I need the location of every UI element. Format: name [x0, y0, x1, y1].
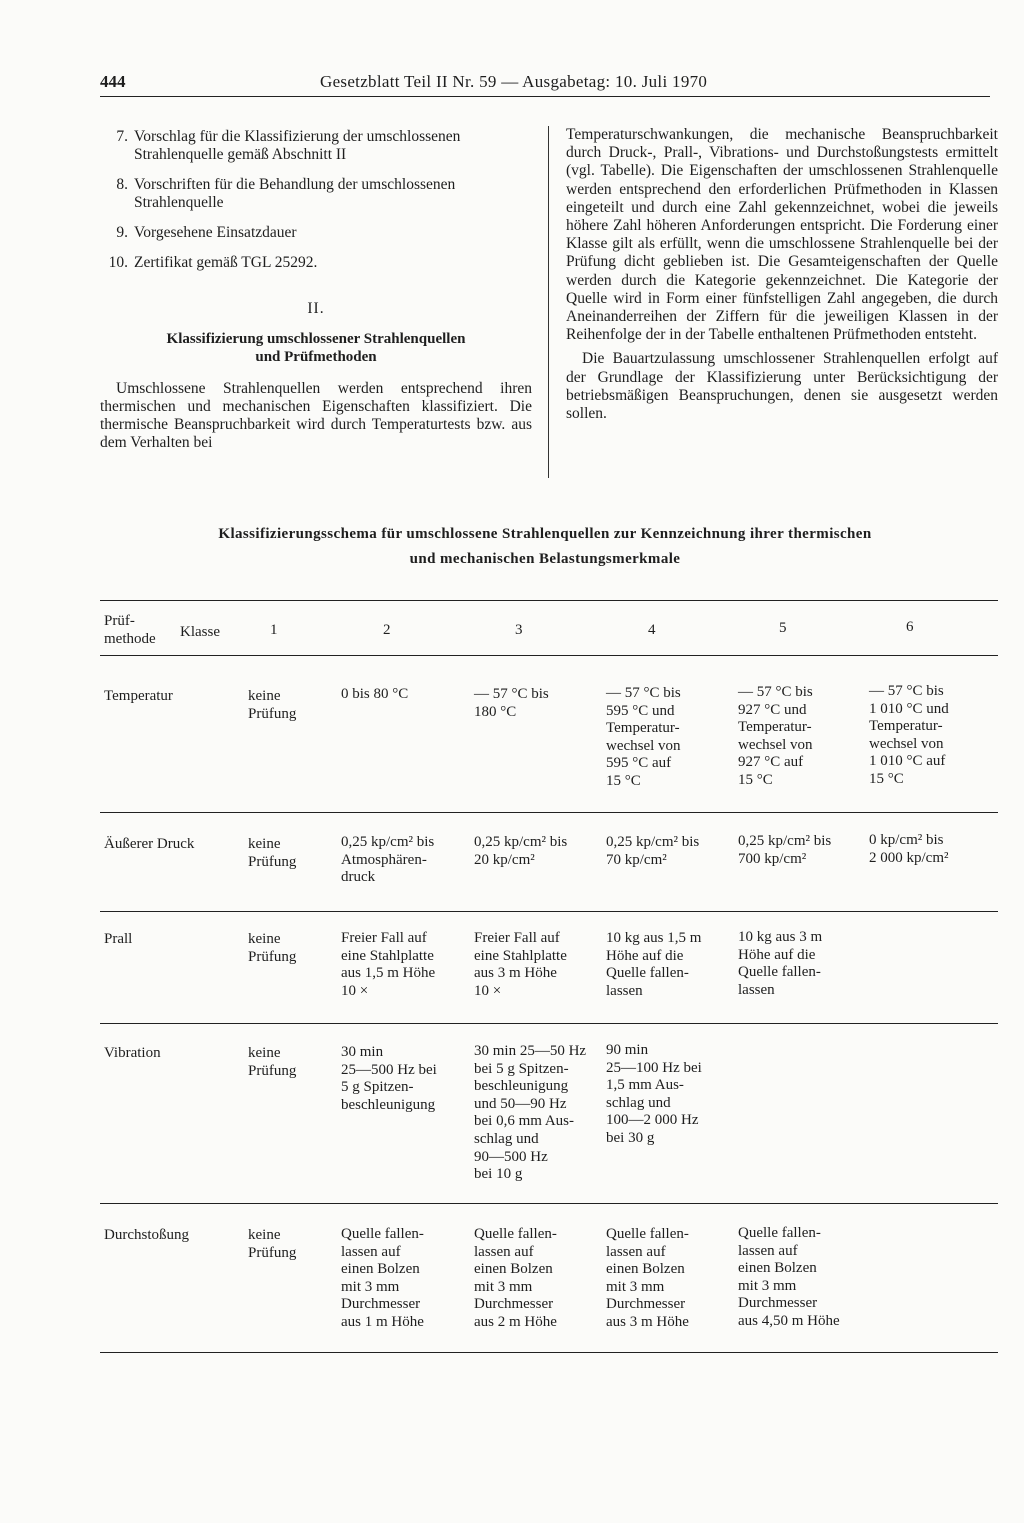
- cell-prall-5: [738, 929, 866, 999]
- cell-line: 70 kp/cm²: [606, 851, 667, 868]
- cell-druck-1: [248, 836, 338, 871]
- list-item: [100, 224, 532, 242]
- table-row-rule: [100, 1203, 998, 1204]
- section-title-line: Klassifizierung umschlossener Strahlenquellen: [166, 331, 466, 347]
- cell-line: einen Bolzen: [474, 1261, 553, 1278]
- cell-line: 90—500 Hz: [474, 1148, 548, 1165]
- cell-line: Freier Fall auf: [341, 930, 427, 946]
- cell-line: schlag und: [606, 1094, 671, 1111]
- cell-vibration-3: [474, 1043, 602, 1184]
- cell-line: keine: [248, 688, 281, 704]
- cell-line: keine: [248, 1045, 281, 1061]
- column-divider: [548, 126, 549, 478]
- cell-line: Prüfung: [248, 853, 297, 870]
- header-class: Klasse: [180, 624, 220, 640]
- header-method-line: Prüf-: [104, 613, 135, 629]
- list-text: Vorschriften für die Behandlung der umschlossenen Strahlenquelle: [134, 176, 456, 211]
- cell-line: Durchmesser: [606, 1296, 686, 1313]
- cell-line: 25—100 Hz bei: [606, 1059, 702, 1076]
- cell-temperatur-2: [341, 686, 469, 704]
- method-aeusserer-druck: Äußerer Druck: [104, 836, 195, 852]
- cell-line: 20 kp/cm²: [474, 851, 535, 868]
- cell-line: keine: [248, 1227, 281, 1243]
- list-text: Vorgesehene Einsatzdauer: [134, 224, 297, 241]
- cell-line: 595 °C und: [606, 702, 675, 719]
- cell-druck-6: [869, 832, 997, 867]
- cell-line: Prüfung: [248, 948, 297, 965]
- header-class-4: 4: [648, 622, 656, 638]
- cell-line: einen Bolzen: [341, 1261, 420, 1278]
- header-class-3: 3: [515, 622, 523, 638]
- page-header: [100, 72, 990, 102]
- table-row-rule: [100, 812, 998, 813]
- list-item: [100, 176, 532, 212]
- page-number: 444: [100, 72, 126, 91]
- method-prall: Prall: [104, 931, 133, 947]
- table-header-rule: [100, 655, 998, 656]
- cell-line: Durchmesser: [474, 1296, 554, 1313]
- cell-line: 5 g Spitzen-: [341, 1079, 414, 1096]
- section-title: [100, 330, 532, 366]
- header-method: [104, 612, 156, 648]
- cell-line: 10 ×: [474, 982, 502, 999]
- cell-line: Quelle fallen-: [341, 1226, 424, 1242]
- cell-line: 10 kg aus 3 m: [738, 929, 823, 945]
- cell-vibration-1: [248, 1045, 338, 1080]
- cell-line: Durchmesser: [341, 1296, 421, 1313]
- cell-line: lassen auf: [341, 1243, 401, 1260]
- cell-durchstossung-4: [606, 1226, 734, 1332]
- header-rule: [100, 96, 990, 97]
- table-title-line: Klassifizierungsschema für umschlossene Strahlenquellen zur Kennzeichnung ihrer thermischen: [218, 526, 872, 542]
- cell-durchstossung-3: [474, 1226, 602, 1332]
- cell-line: Quelle fallen-: [738, 964, 821, 981]
- cell-line: Temperatur-: [738, 719, 812, 736]
- cell-line: bei 30 g: [606, 1129, 655, 1146]
- cell-line: 90 min: [606, 1042, 649, 1058]
- method-vibration: Vibration: [104, 1045, 161, 1061]
- cell-line: mit 3 mm: [606, 1278, 665, 1295]
- cell-line: 15 °C: [606, 772, 641, 789]
- cell-line: 30 min: [341, 1044, 384, 1060]
- cell-line: beschleunigung: [474, 1078, 569, 1095]
- cell-druck-3: [474, 834, 602, 869]
- table-row-rule: [100, 1023, 998, 1024]
- cell-line: 595 °C auf: [606, 755, 672, 772]
- cell-line: 927 °C auf: [738, 754, 804, 771]
- cell-vibration-2: [341, 1044, 469, 1114]
- list-text: Vorschlag für die Klassifizierung der umschlossenen Strahlenquelle gemäß Abschnitt II: [134, 128, 461, 163]
- list-number: 10.: [108, 254, 128, 271]
- list-number: 8.: [116, 176, 128, 193]
- table-title: [100, 522, 990, 572]
- cell-line: lassen: [606, 982, 643, 999]
- cell-line: wechsel von: [869, 735, 944, 752]
- cell-line: 15 °C: [869, 770, 904, 787]
- cell-line: 700 kp/cm²: [738, 850, 807, 867]
- cell-temperatur-3: [474, 686, 602, 721]
- cell-line: bei 10 g: [474, 1166, 523, 1183]
- header-class-1: 1: [270, 622, 278, 638]
- cell-line: aus 3 m Höhe: [474, 965, 557, 982]
- cell-line: mit 3 mm: [474, 1278, 533, 1295]
- table-row-rule: [100, 911, 998, 912]
- cell-prall-4: [606, 930, 734, 1000]
- left-column: [100, 128, 532, 452]
- cell-line: aus 1,5 m Höhe: [341, 965, 436, 982]
- cell-line: eine Stahlplatte: [474, 947, 567, 964]
- cell-line: Quelle fallen-: [474, 1226, 557, 1242]
- cell-line: 1 010 °C und: [869, 700, 949, 717]
- cell-line: aus 3 m Höhe: [606, 1313, 689, 1330]
- cell-line: schlag und: [474, 1130, 539, 1147]
- cell-line: keine: [248, 836, 281, 852]
- cell-line: 0 kp/cm² bis: [869, 832, 944, 848]
- cell-line: 30 min 25—50 Hz: [474, 1043, 587, 1059]
- cell-vibration-4: [606, 1042, 734, 1148]
- cell-line: 180 °C: [474, 703, 517, 720]
- cell-line: 1,5 mm Aus-: [606, 1077, 684, 1094]
- cell-line: Prüfung: [248, 1062, 297, 1079]
- cell-line: mit 3 mm: [341, 1278, 400, 1295]
- cell-line: Temperatur-: [869, 718, 943, 735]
- cell-line: — 57 °C bis: [869, 683, 944, 699]
- method-durchstossung: Durchstoßung: [104, 1227, 189, 1243]
- cell-line: aus 1 m Höhe: [341, 1313, 424, 1330]
- cell-line: Prüfung: [248, 1244, 297, 1261]
- header-class-6: 6: [906, 619, 914, 635]
- cell-line: bei 5 g Spitzen-: [474, 1060, 569, 1077]
- cell-line: eine Stahlplatte: [341, 947, 434, 964]
- cell-line: wechsel von: [606, 737, 681, 754]
- cell-prall-3: [474, 930, 602, 1000]
- header-method-line: methode: [104, 631, 156, 647]
- cell-durchstossung-2: [341, 1226, 469, 1332]
- cell-line: Durchmesser: [738, 1295, 818, 1312]
- cell-line: Höhe auf die: [738, 946, 816, 963]
- cell-temperatur-5: [738, 684, 866, 790]
- cell-line: 0 bis 80 °C: [341, 686, 409, 702]
- cell-druck-2: [341, 834, 469, 887]
- header-class-5: 5: [779, 620, 787, 636]
- cell-line: keine: [248, 931, 281, 947]
- cell-druck-5: [738, 833, 866, 868]
- cell-durchstossung-5: [738, 1225, 866, 1331]
- cell-line: aus 2 m Höhe: [474, 1313, 557, 1330]
- cell-line: 15 °C: [738, 771, 773, 788]
- cell-line: Quelle fallen-: [738, 1225, 821, 1241]
- cell-line: lassen: [738, 981, 775, 998]
- cell-prall-1: [248, 931, 338, 966]
- body-paragraph: Temperaturschwankungen, die mechanische Beanspruchbarkeit durch Druck-, Prall-, Vibrations- und Durchstoßungstests ermittelt (vgl. Tabelle). Die Eigenschaften der umschlossenen Strahlenquelle werden entsprechend den erforderlichen Prüfmethoden in Klassen eingeteilt und durch eine Zahl gekennzeichnet, wobei die jeweils höhere Zahl höheren Anforderungen entspricht. Die Forderung einer Klasse gilt als erfüllt, wenn die umschlossene Strahlenquelle bei der Prüfung dicht geblieben ist. Die Gesamteigenschaften der Quelle werden durch die Kategorie gekennzeichnet. Die Kategorie der Quelle wird in Form einer fünfstelligen Zahl angegeben, die durch Aneinanderreihen der Ziffern für die jeweiligen Klassen in der Reihenfolge der in der Tabelle enthaltenen Prüfmethoden entsteht.: [566, 126, 998, 344]
- cell-line: 25—500 Hz bei: [341, 1061, 437, 1078]
- cell-line: 1 010 °C auf: [869, 753, 946, 770]
- cell-line: lassen auf: [606, 1243, 666, 1260]
- cell-line: 927 °C und: [738, 701, 807, 718]
- cell-line: 10 ×: [341, 982, 369, 999]
- cell-line: bei 0,6 mm Aus-: [474, 1113, 574, 1130]
- section-title-line: und Prüfmethoden: [255, 349, 377, 365]
- cell-druck-4: [606, 834, 734, 869]
- cell-line: Quelle fallen-: [606, 965, 689, 982]
- cell-line: Quelle fallen-: [606, 1226, 689, 1242]
- body-paragraph: Die Bauartzulassung umschlossener Strahlenquellen erfolgt auf der Grundlage der Klassifizierung unter Berücksichtigung der betriebsmäßigen Beanspruchungen, denen sie ausgesetzt werden sollen.: [566, 350, 998, 423]
- cell-line: einen Bolzen: [738, 1260, 817, 1277]
- cell-line: wechsel von: [738, 736, 813, 753]
- cell-line: einen Bolzen: [606, 1261, 685, 1278]
- list-number: 7.: [116, 128, 128, 145]
- cell-line: und 50—90 Hz: [474, 1095, 567, 1112]
- cell-line: 0,25 kp/cm² bis: [738, 833, 832, 849]
- section-number: II.: [307, 300, 325, 317]
- cell-line: Atmosphären-: [341, 851, 427, 868]
- cell-line: — 57 °C bis: [474, 686, 549, 702]
- cell-line: 2 000 kp/cm²: [869, 849, 949, 866]
- cell-line: 100—2 000 Hz: [606, 1112, 699, 1129]
- cell-line: lassen auf: [474, 1243, 534, 1260]
- list-item: [100, 128, 532, 164]
- running-title: Gesetzblatt Teil II Nr. 59 — Ausgabetag: 10. Juli 1970: [320, 72, 708, 91]
- list-text: Zertifikat gemäß TGL 25292.: [134, 254, 318, 271]
- cell-line: druck: [341, 869, 376, 886]
- cell-line: Höhe auf die: [606, 947, 684, 964]
- cell-temperatur-4: [606, 685, 734, 791]
- list-number: 9.: [116, 224, 128, 241]
- table-title-line: und mechanischen Belastungsmerkmale: [409, 551, 681, 567]
- cell-line: 0,25 kp/cm² bis: [341, 834, 435, 850]
- table-bottom-rule: [100, 1352, 998, 1353]
- table-top-rule: [100, 600, 998, 601]
- header-class-2: 2: [383, 622, 391, 638]
- cell-line: 0,25 kp/cm² bis: [474, 834, 568, 850]
- cell-line: lassen auf: [738, 1242, 798, 1259]
- cell-durchstossung-1: [248, 1227, 338, 1262]
- list-item: [100, 254, 532, 272]
- cell-line: — 57 °C bis: [738, 684, 813, 700]
- cell-temperatur-1: [248, 688, 338, 723]
- cell-line: — 57 °C bis: [606, 685, 681, 701]
- cell-line: 10 kg aus 1,5 m: [606, 930, 702, 946]
- cell-temperatur-6: [869, 683, 997, 789]
- cell-line: Freier Fall auf: [474, 930, 560, 946]
- right-column: [566, 126, 998, 429]
- cell-line: mit 3 mm: [738, 1277, 797, 1294]
- cell-line: aus 4,50 m Höhe: [738, 1312, 840, 1329]
- cell-line: beschleunigung: [341, 1096, 436, 1113]
- cell-line: Temperatur-: [606, 720, 680, 737]
- cell-line: 0,25 kp/cm² bis: [606, 834, 700, 850]
- method-temperatur: Temperatur: [104, 688, 173, 704]
- cell-prall-2: [341, 930, 469, 1000]
- body-paragraph: Umschlossene Strahlenquellen werden entsprechend ihren thermischen und mechanischen Eigenschaften klassifiziert. Die thermische Beanspruchbarkeit wird durch Temperaturtests bzw. aus dem Verhalten bei: [100, 380, 532, 451]
- cell-line: Prüfung: [248, 705, 297, 722]
